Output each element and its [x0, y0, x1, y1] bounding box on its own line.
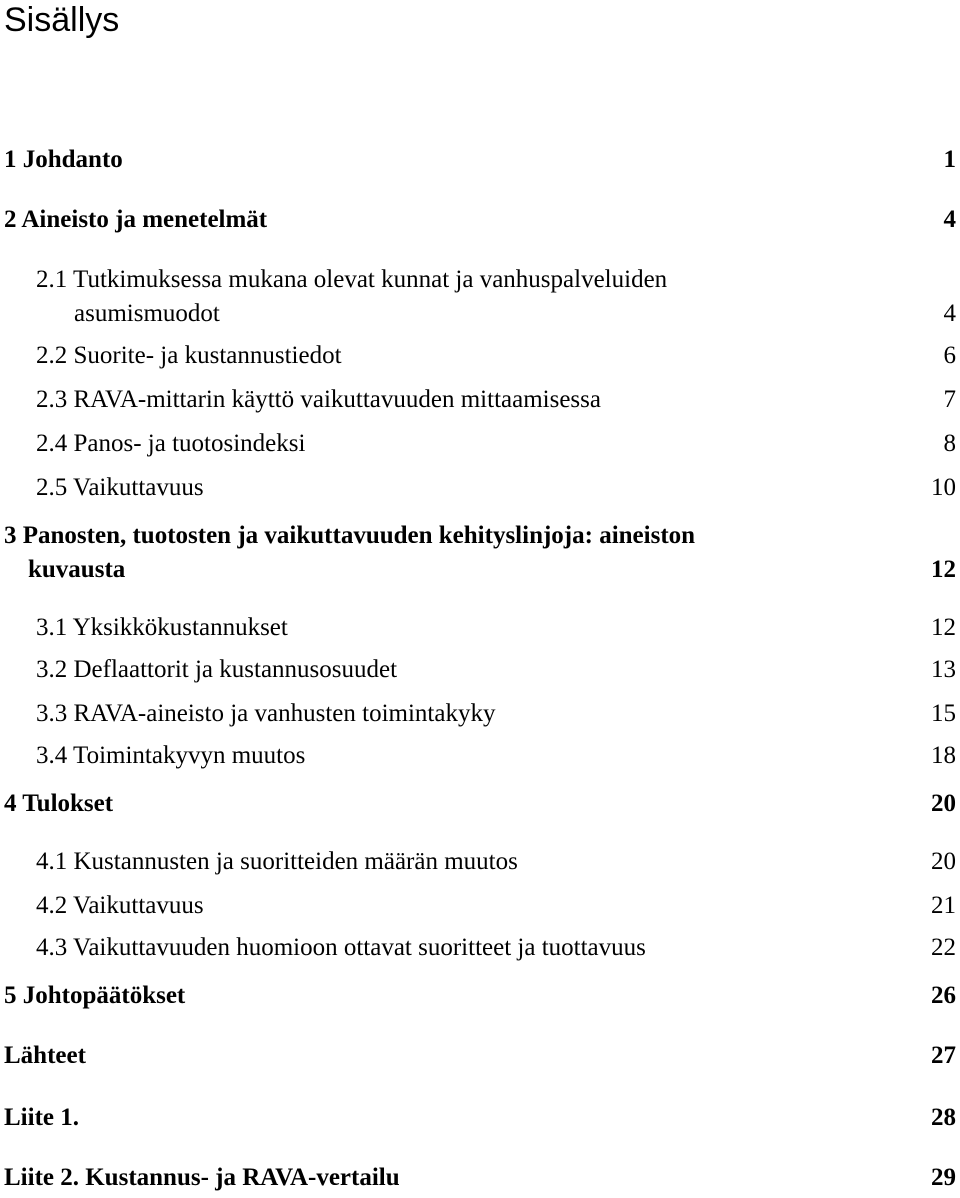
toc-entry-title: 2.3 RAVA-mittarin käyttö vaikuttavuuden mittaamisessa	[36, 386, 601, 413]
toc-entry-page: 4	[943, 300, 956, 327]
toc-entry-page: 22	[931, 934, 956, 961]
toc-entry-title: 1 Johdanto	[4, 146, 123, 173]
toc-entry-page: 10	[931, 474, 956, 501]
toc-entry-page: 29	[931, 1164, 956, 1191]
toc-entry-title: 3 Panosten, tuotosten ja vaikuttavuuden kehityslinjoja: aineiston	[4, 522, 696, 549]
toc-entry-title: 2 Aineisto ja menetelmät	[4, 206, 268, 233]
toc-entry-title-continued: kuvausta	[28, 556, 126, 583]
toc-entry-title: 3.3 RAVA-aineisto ja vanhusten toimintakyky	[36, 700, 496, 727]
toc-entry-page: 8	[943, 430, 956, 457]
toc-entry-title: Liite 2. Kustannus- ja RAVA-vertailu	[4, 1164, 400, 1191]
page-title: Sisällys	[4, 1, 120, 39]
toc-entry-page: 12	[931, 556, 956, 583]
toc-entry-title: 5 Johtopäätökset	[4, 982, 186, 1009]
toc-entry-page: 4	[943, 206, 956, 233]
toc-entry-title: 3.4 Toimintakyvyn muutos	[36, 742, 306, 769]
toc-entry-title: 4.2 Vaikuttavuus	[36, 892, 204, 919]
toc-entry-page: 27	[931, 1042, 956, 1069]
toc-entry-title: 4 Tulokset	[4, 790, 114, 817]
toc-entry-title: 2.4 Panos- ja tuotosindeksi	[36, 430, 306, 457]
toc-entry-page: 1	[943, 146, 956, 173]
toc-entry-page: 21	[931, 892, 956, 919]
toc-entry-page: 7	[943, 386, 956, 413]
toc-entry-page: 18	[931, 742, 956, 769]
toc-entry-title-continued: asumismuodot	[74, 300, 220, 327]
toc-entry-page: 6	[943, 342, 956, 369]
toc-entry-title: 2.2 Suorite- ja kustannustiedot	[36, 342, 342, 369]
toc-entry-title: 3.2 Deflaattorit ja kustannusosuudet	[36, 656, 398, 683]
toc-entry-title: Lähteet	[4, 1042, 86, 1069]
toc-entry-page: 15	[931, 700, 956, 727]
toc-entry-page: 20	[931, 790, 956, 817]
toc-entry-title: 4.3 Vaikuttavuuden huomioon ottavat suoritteet ja tuottavuus	[36, 934, 646, 961]
toc-entry-title: Liite 1.	[4, 1104, 79, 1131]
toc-entry-page: 28	[931, 1104, 956, 1131]
toc-entry-page: 20	[931, 848, 956, 875]
toc-entry-title: 2.5 Vaikuttavuus	[36, 474, 204, 501]
toc-entry-page: 13	[931, 656, 956, 683]
toc-entry-title: 3.1 Yksikkökustannukset	[36, 614, 288, 641]
toc-entry-title: 4.1 Kustannusten ja suoritteiden määrän muutos	[36, 848, 518, 875]
toc-entry-title: 2.1 Tutkimuksessa mukana olevat kunnat ja vanhuspalveluiden	[36, 266, 668, 293]
toc-entry-page: 12	[931, 614, 956, 641]
toc-entry-page: 26	[931, 982, 956, 1009]
